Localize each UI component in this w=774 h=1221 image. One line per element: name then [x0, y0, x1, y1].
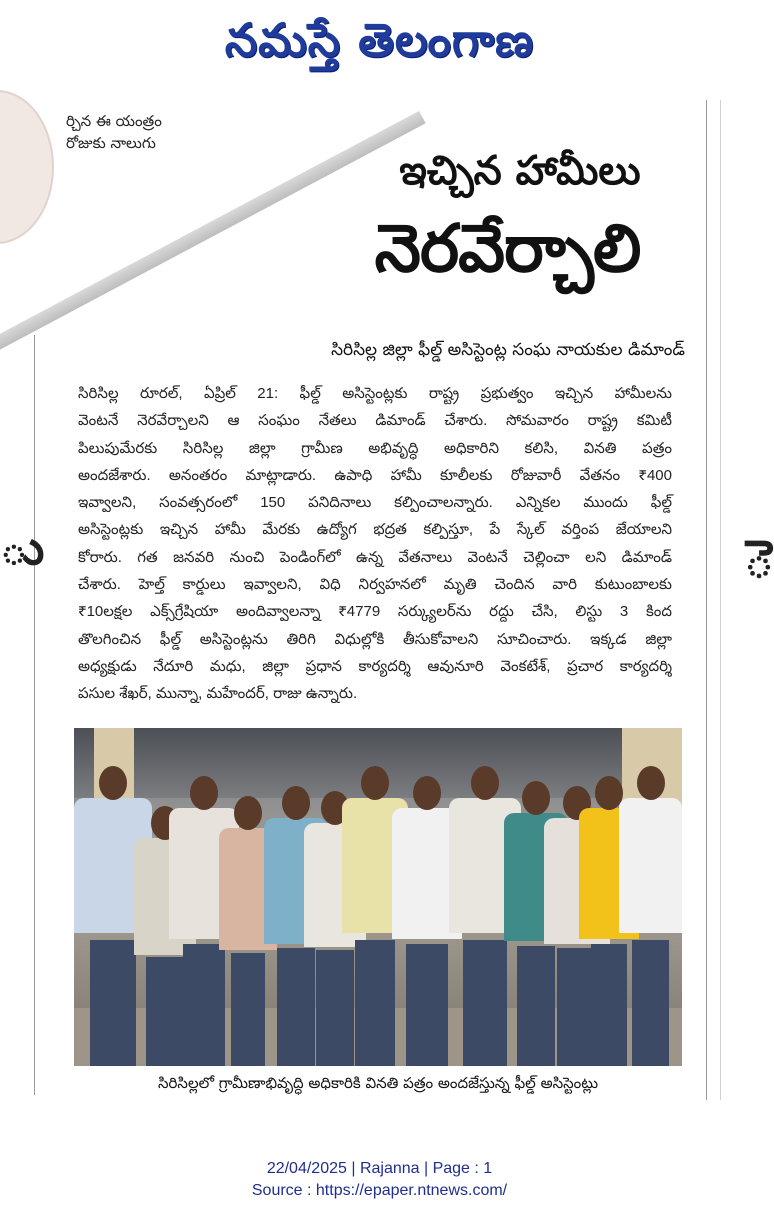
column-rule-left	[34, 335, 35, 1095]
body-line: సిరిసిల్ల రూరల్, ఏప్రిల్ 21: ఫీల్డ్ అసిస్టెంట్లకు రాష్ట్ర ప్రభుత్వం ఇచ్చిన హామీలను	[78, 385, 672, 402]
body-line: పిలుపుమేరకు సిరిసిల్ల జిల్లా గ్రామీణ అభివృద్ధి అధికారిని కలిసి, వినతి పత్రం	[78, 439, 672, 457]
previous-article-line: ర్చిన ఈ యంత్రం	[66, 112, 162, 130]
photo-person-torso	[619, 798, 682, 933]
adjacent-article-fragment-right: ె	[744, 530, 774, 590]
photo-person	[619, 766, 682, 1066]
article-photo	[74, 728, 682, 1066]
photo-person-legs	[231, 953, 266, 1066]
footer-info: 22/04/2025 | Rajanna | Page : 1	[266, 1160, 493, 1177]
page-footer	[0, 1158, 759, 1202]
column-rule-right	[706, 100, 707, 1100]
body-line: అందజేశారు. అనంతరం మాట్లాడారు. ఉపాధి హామీ కూలీలకు రోజువారీ వేతనం ₹400	[78, 466, 672, 484]
photo-person-legs	[632, 940, 670, 1066]
previous-article-photo-edge	[0, 90, 54, 244]
photo-person-legs	[355, 940, 395, 1066]
photo-caption: సిరిసిల్లలో గ్రామీణాభివృద్ధి అధికారికి వినతి పత్రం అందజేస్తున్న ఫీల్డ్ అసిస్టెంట్లు	[157, 1074, 599, 1092]
photo-person-head	[234, 796, 262, 830]
newspaper-clipping	[0, 100, 774, 1110]
body-line: ₹10లక్షల ఎక్స్‌గ్రేషియా అందివ్వాలన్నా ₹4779 సర్క్యులర్‌ను రద్దు చేసి, లిస్టు 3 కింద	[78, 603, 672, 621]
article-headline: నెరవేర్చాలి	[374, 210, 641, 287]
column-rule-right-outer	[720, 100, 721, 1100]
article-subdeck: సిరిసిల్ల జిల్లా ఫీల్డ్ అసిస్టెంట్ల సంఘ నాయకుల డిమాండ్	[331, 340, 685, 360]
photo-person-head	[361, 766, 389, 800]
body-line: అసిస్టెంట్లకు ఇచ్చిన హామీ మేరకు ఉద్యోగ భద్రత కల్పిస్తూ, పే స్కేల్ వర్తింప జేయాలని	[78, 521, 672, 539]
body-line: వెంటనే నెరవేర్చాలని ఆ సంఘం నేతలు డిమాండ్ చేశారు. సోమవారం రాష్ట్ర కమిటీ	[78, 412, 672, 430]
photo-person-head	[471, 766, 499, 800]
body-line: కోరారు. గత జనవరి నుంచి పెండింగ్‌లో ఉన్న వేతనాలు వెంటనే చెల్లించా లని డిమాండ్	[78, 548, 672, 566]
masthead-title: నమస్తే తెలంగాణ	[224, 13, 535, 67]
photo-person-legs	[406, 944, 448, 1066]
body-line: చేశారు. హెల్త్ కార్డులు ఇవ్వాలని, విధి నిర్వహనలో మృతి చెందిన వారి కుటుంబాలకు	[78, 576, 672, 594]
previous-article-line-cut	[66, 100, 162, 110]
previous-article-text	[66, 100, 162, 154]
photo-person-legs	[463, 940, 506, 1066]
previous-article-line: రోజుకు నాలుగు	[66, 134, 156, 152]
body-line: అధ్యక్షుడు నేదూరి మధు, జిల్లా ప్రధాన కార్యదర్శి ఆవునూరి వెంకటేశ్, ప్రచార కార్యదర్శి	[78, 657, 672, 675]
body-line: తొలగించిన ఫీల్డ్ అసిస్టెంట్లను తిరిగి విధుల్లోకి తీసుకోవాలని సూచించారు. ఇక్కడ జిల్లా	[78, 630, 672, 648]
footer-source: Source : https://epaper.ntnews.com/	[251, 1182, 508, 1199]
photo-person-legs	[90, 940, 137, 1066]
photo-person-head	[190, 776, 218, 810]
adjacent-article-fragment-left: ు	[0, 520, 45, 576]
article-kicker: ఇచ్చిన హామీలు	[399, 148, 641, 194]
article-body	[78, 380, 672, 708]
photo-person-head	[413, 776, 441, 810]
photo-person-head	[637, 766, 665, 800]
body-line: ఇవ్వాలని, సంవత్సరంలో 150 పనిదినాలు కల్పించాలన్నారు. ఎన్నికల ముందు ఫీల్డ్	[78, 494, 672, 512]
photo-person-head	[99, 766, 127, 800]
body-line: పసుల శేఖర్, మున్నా, మహేందర్, రాజు ఉన్నారు.	[78, 685, 358, 703]
